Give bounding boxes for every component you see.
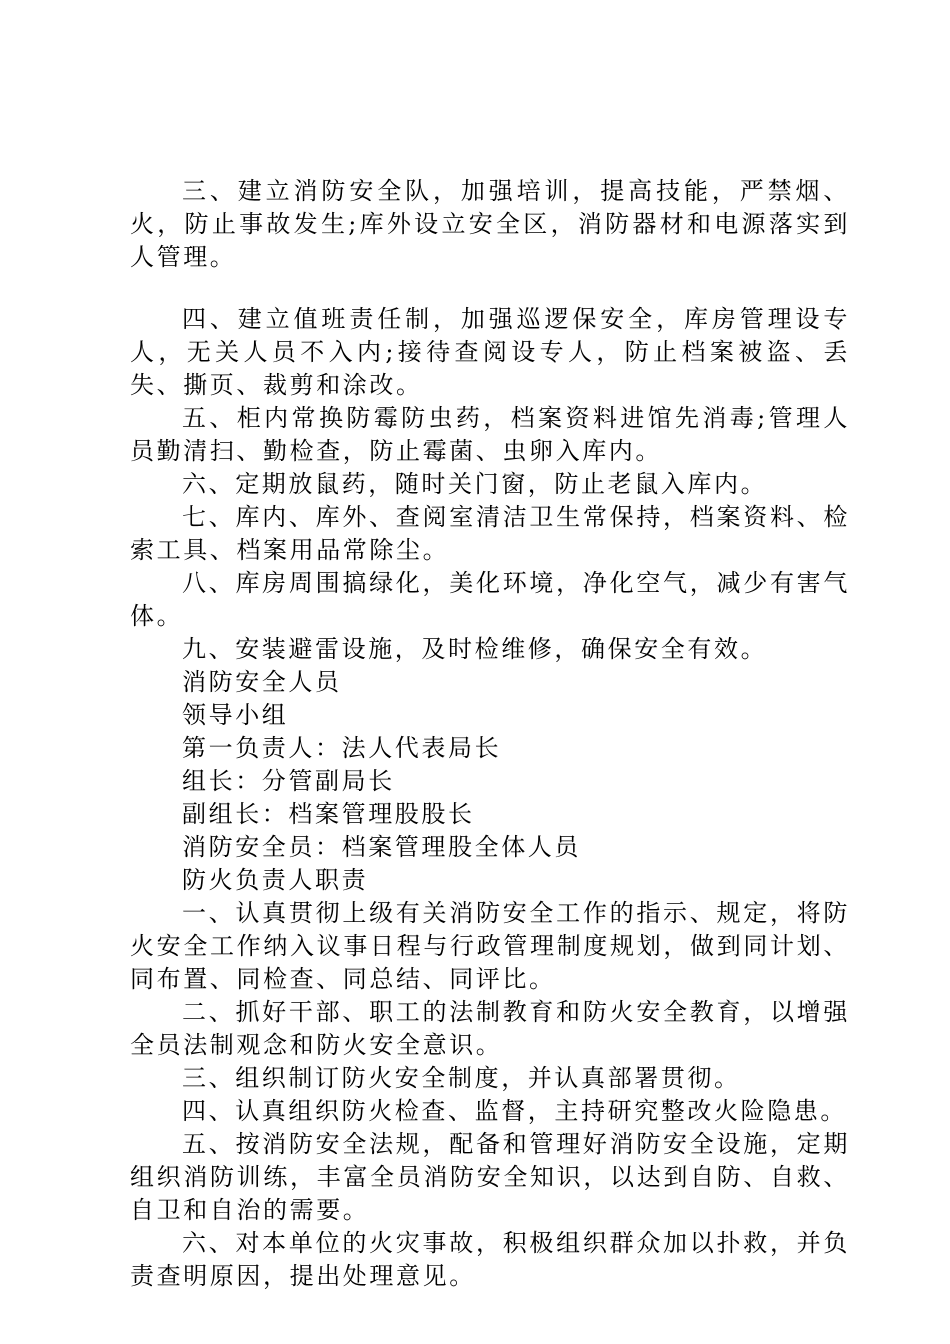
line-first-responsible: 第一负责人：法人代表局长 — [182, 734, 502, 762]
heading-leadership-group: 领导小组 — [182, 701, 289, 729]
line-deputy-leader: 副组长：档案管理股股长 — [182, 800, 475, 828]
paragraph-cleanliness: 七、库内、库外、查阅室清洁卫生常保持，档案资料、检索工具、档案用品常除尘。 — [130, 503, 850, 564]
line-group-leader: 组长：分管副局长 — [182, 767, 395, 795]
paragraph-lightning: 九、安装避雷设施，及时检维修，确保安全有效。 — [182, 635, 768, 663]
paragraph-duty-3: 三、组织制订防火安全制度，并认真部署贯彻。 — [182, 1064, 741, 1092]
heading-fire-duties: 防火负责人职责 — [182, 866, 369, 894]
paragraph-mold-insect: 五、柜内常换防霉防虫药，档案资料进馆先消毒;管理人员勤清扫、勤检查，防止霉菌、虫卵入库内。 — [130, 404, 850, 465]
paragraph-duty-4: 四、认真组织防火检查、监督，主持研究整改火险隐患。 — [182, 1097, 847, 1125]
paragraph-duty-1: 一、认真贯彻上级有关消防安全工作的指示、规定，将防火安全工作纳入议事日程与行政管理制度规划，做到同计划、同布置、同检查、同总结、同评比。 — [130, 899, 850, 993]
paragraph-duty-5: 五、按消防安全法规，配备和管理好消防安全设施，定期组织消防训练，丰富全员消防安全知识，以达到自防、自救、自卫和自治的需要。 — [130, 1130, 850, 1224]
document-body — [130, 175, 850, 1293]
paragraph-greening: 八、库房周围搞绿化，美化环境，净化空气，减少有害气体。 — [130, 569, 850, 630]
line-safety-officer: 消防安全员：档案管理股全体人员 — [182, 833, 581, 861]
paragraph-fire-team: 三、建立消防安全队，加强培训，提高技能，严禁烟、火，防止事故发生;库外设立安全区，消防器材和电源落实到人管理。 — [130, 177, 850, 271]
paragraph-duty-2: 二、抓好干部、职工的法制教育和防火安全教育，以增强全员法制观念和防火安全意识。 — [130, 998, 850, 1059]
heading-safety-staff: 消防安全人员 — [182, 668, 342, 696]
paragraph-duty-system: 四、建立值班责任制，加强巡逻保安全，库房管理设专人，无关人员不入内;接待查阅设专人，防止档案被盗、丢失、撕页、裁剪和涂改。 — [130, 305, 850, 399]
paragraph-duty-6: 六、对本单位的火灾事故，积极组织群众加以扑救，并负责查明原因，提出处理意见。 — [130, 1229, 850, 1290]
paragraph-rat-poison: 六、定期放鼠药，随时关门窗，防止老鼠入库内。 — [182, 470, 768, 498]
